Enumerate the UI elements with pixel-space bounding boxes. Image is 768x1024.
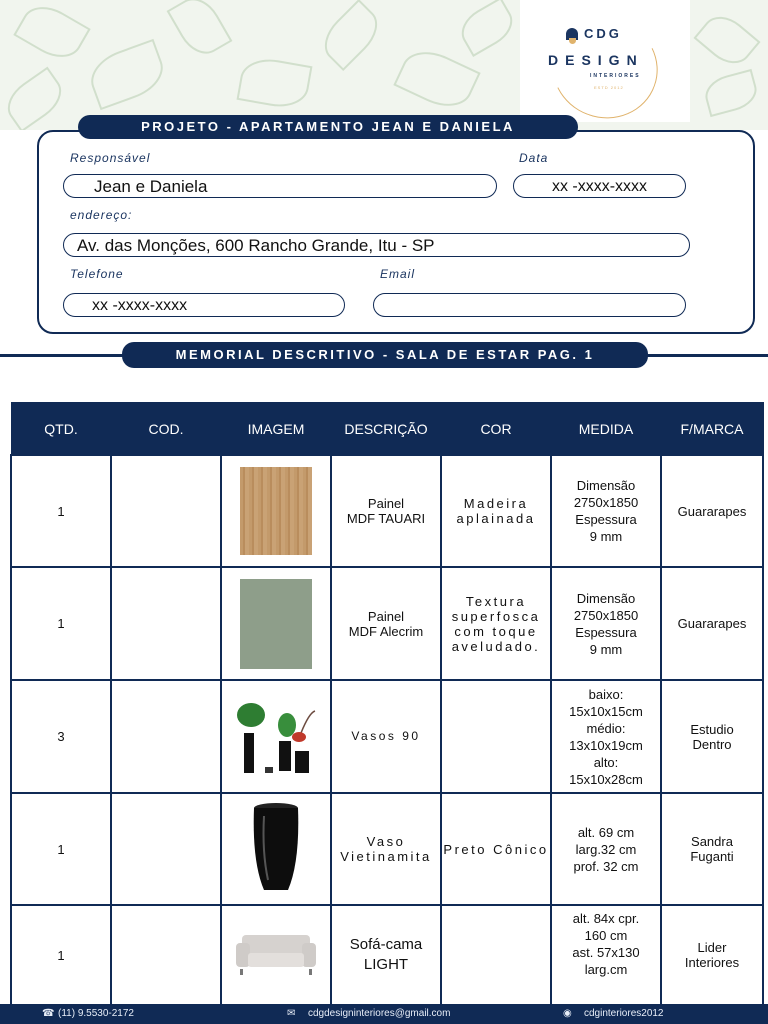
footer-bar	[0, 1004, 768, 1024]
measure-cell	[551, 680, 661, 793]
measure-line: 13x10x19cm	[569, 737, 643, 753]
measure-line: 9 mm	[589, 529, 623, 544]
header-marca: F/MARCA	[661, 403, 763, 456]
qty-cell: 3	[11, 680, 111, 793]
measure-line: 9 mm	[589, 641, 623, 657]
description-cell	[331, 680, 441, 793]
color-line: aplainada	[456, 511, 536, 526]
measure-line: 15x10x28cm	[569, 771, 643, 787]
measure-line: alto:	[593, 754, 619, 770]
logo-name: DESIGN	[548, 52, 644, 68]
brand-line: Guararapes	[677, 616, 747, 631]
green-panel-image	[240, 579, 312, 669]
measure-line: prof. 32 cm	[573, 858, 639, 874]
measure-line: 2750x1850	[573, 495, 639, 510]
image-cell	[221, 455, 331, 567]
measure-line: médio:	[586, 720, 626, 736]
footer-instagram[interactable]: cdginteriores2012	[584, 1008, 664, 1019]
brand-cell	[661, 680, 763, 793]
code-cell	[111, 567, 221, 680]
table-row	[11, 680, 763, 793]
color-cell	[441, 905, 551, 1005]
mail-icon: ✉	[287, 1008, 296, 1019]
qty-cell: 1	[11, 793, 111, 905]
code-cell	[111, 793, 221, 905]
color-line: Madeira	[463, 496, 529, 511]
footer-phone[interactable]: (11) 9.5530-2172	[58, 1008, 134, 1019]
endereco-label: endereço:	[70, 208, 133, 222]
color-cell	[441, 567, 551, 680]
color-line: Preto Cônico	[443, 841, 549, 857]
measure-line: baixo:	[588, 686, 624, 702]
brand-line: Interiores	[684, 955, 740, 970]
brand-line: Fuganti	[690, 849, 734, 864]
description-line: Sofá-cama	[349, 936, 423, 953]
description-line: LIGHT	[363, 956, 409, 973]
measure-line: Dimensão	[576, 590, 636, 606]
brand-cell	[661, 793, 763, 905]
image-cell	[221, 905, 331, 1005]
description-line: Vasos 90	[351, 729, 421, 743]
image-cell	[221, 680, 331, 793]
measure-line: 15x10x15cm	[569, 703, 643, 719]
description-cell	[331, 567, 441, 680]
brand-cell	[661, 567, 763, 680]
description-cell	[331, 793, 441, 905]
instagram-icon: ◉	[563, 1008, 572, 1019]
measure-cell	[551, 455, 661, 567]
color-line: com toque	[454, 623, 538, 639]
measure-line: Espessura	[575, 512, 637, 527]
brand-line: Sandra	[691, 834, 733, 849]
email-field[interactable]	[373, 293, 686, 317]
measure-line: Dimensão	[576, 478, 636, 493]
image-cell	[221, 793, 331, 905]
table-row	[11, 793, 763, 905]
description-line: Vietinamita	[340, 849, 432, 864]
header-imagem: IMAGEM	[221, 403, 331, 456]
description-line: MDF TAUARI	[346, 511, 426, 526]
image-cell	[221, 567, 331, 680]
qty-cell: 1	[11, 905, 111, 1005]
description-line: Painel	[367, 608, 405, 624]
brand-line: Guararapes	[677, 503, 747, 519]
description-cell	[331, 455, 441, 567]
measure-line: larg.cm	[584, 962, 628, 977]
data-label: Data	[519, 151, 549, 165]
measure-line: 160 cm	[584, 928, 628, 943]
measure-line: alt. 84x cpr.	[572, 911, 640, 926]
phone-field[interactable]: xx -xxxx-xxxx	[63, 293, 345, 317]
description-line: MDF Alecrim	[348, 623, 424, 639]
header-descricao: DESCRIÇÃO	[331, 403, 441, 456]
responsavel-field[interactable]: Jean e Daniela	[63, 174, 497, 198]
phone-icon: ☎	[42, 1008, 55, 1019]
measure-cell	[551, 905, 661, 1005]
brand-line: Estudio	[690, 721, 734, 737]
measure-line: 2750x1850	[573, 607, 639, 623]
color-cell	[441, 793, 551, 905]
header-cor: COR	[441, 403, 551, 456]
plant-vases-image	[229, 693, 323, 777]
measure-line: Espessura	[575, 624, 637, 640]
measure-line: larg.32 cm	[575, 841, 637, 857]
code-cell	[111, 905, 221, 1005]
address-field[interactable]: Av. das Monções, 600 Rancho Grande, Itu - SP	[63, 233, 690, 257]
black-vase-image	[250, 802, 302, 894]
header-medida: MEDIDA	[551, 403, 661, 456]
code-cell	[111, 680, 221, 793]
color-line: aveludado.	[451, 638, 541, 654]
header-qtd: QTD.	[11, 403, 111, 456]
color-cell	[441, 455, 551, 567]
measure-cell	[551, 793, 661, 905]
date-field[interactable]: xx -xxxx-xxxx	[513, 174, 686, 198]
brand-cell	[661, 455, 763, 567]
brand-line: Dentro	[692, 736, 732, 752]
color-cell	[441, 680, 551, 793]
table-row	[11, 567, 763, 680]
section-title: MEMORIAL DESCRITIVO - SALA DE ESTAR PAG. 1	[122, 342, 648, 368]
description-line: Vaso	[366, 834, 406, 849]
measure-line: ast. 57x130	[572, 945, 640, 960]
qty-cell: 1	[11, 455, 111, 567]
code-cell	[111, 455, 221, 567]
telefone-label: Telefone	[70, 267, 124, 281]
email-label: Email	[380, 267, 416, 281]
memorial-table	[10, 402, 764, 1006]
table-row	[11, 905, 763, 1005]
responsavel-label: Responsável	[70, 151, 151, 165]
qty-cell: 1	[11, 567, 111, 680]
project-title: PROJETO - APARTAMENTO JEAN E DANIELA	[78, 115, 578, 139]
table-header-row	[11, 403, 763, 456]
table-row	[11, 455, 763, 567]
wood-panel-image	[240, 467, 312, 555]
sofa-bed-image	[234, 931, 318, 977]
description-cell	[331, 905, 441, 1005]
measure-cell	[551, 567, 661, 680]
logo-brand: CDG	[584, 26, 622, 41]
color-line: superfosca	[451, 608, 541, 624]
brand-line: Lider	[697, 940, 727, 955]
color-line: Textura	[465, 593, 527, 609]
logo-sub: INTERIORES	[590, 73, 641, 79]
logo-est: ESTD 2012	[594, 85, 624, 90]
footer-email[interactable]: cdgdesigninteriores@gmail.com	[308, 1008, 451, 1019]
brand-cell	[661, 905, 763, 1005]
description-line: Painel	[367, 496, 405, 511]
measure-line: alt. 69 cm	[577, 824, 635, 840]
header-cod: COD.	[111, 403, 221, 456]
